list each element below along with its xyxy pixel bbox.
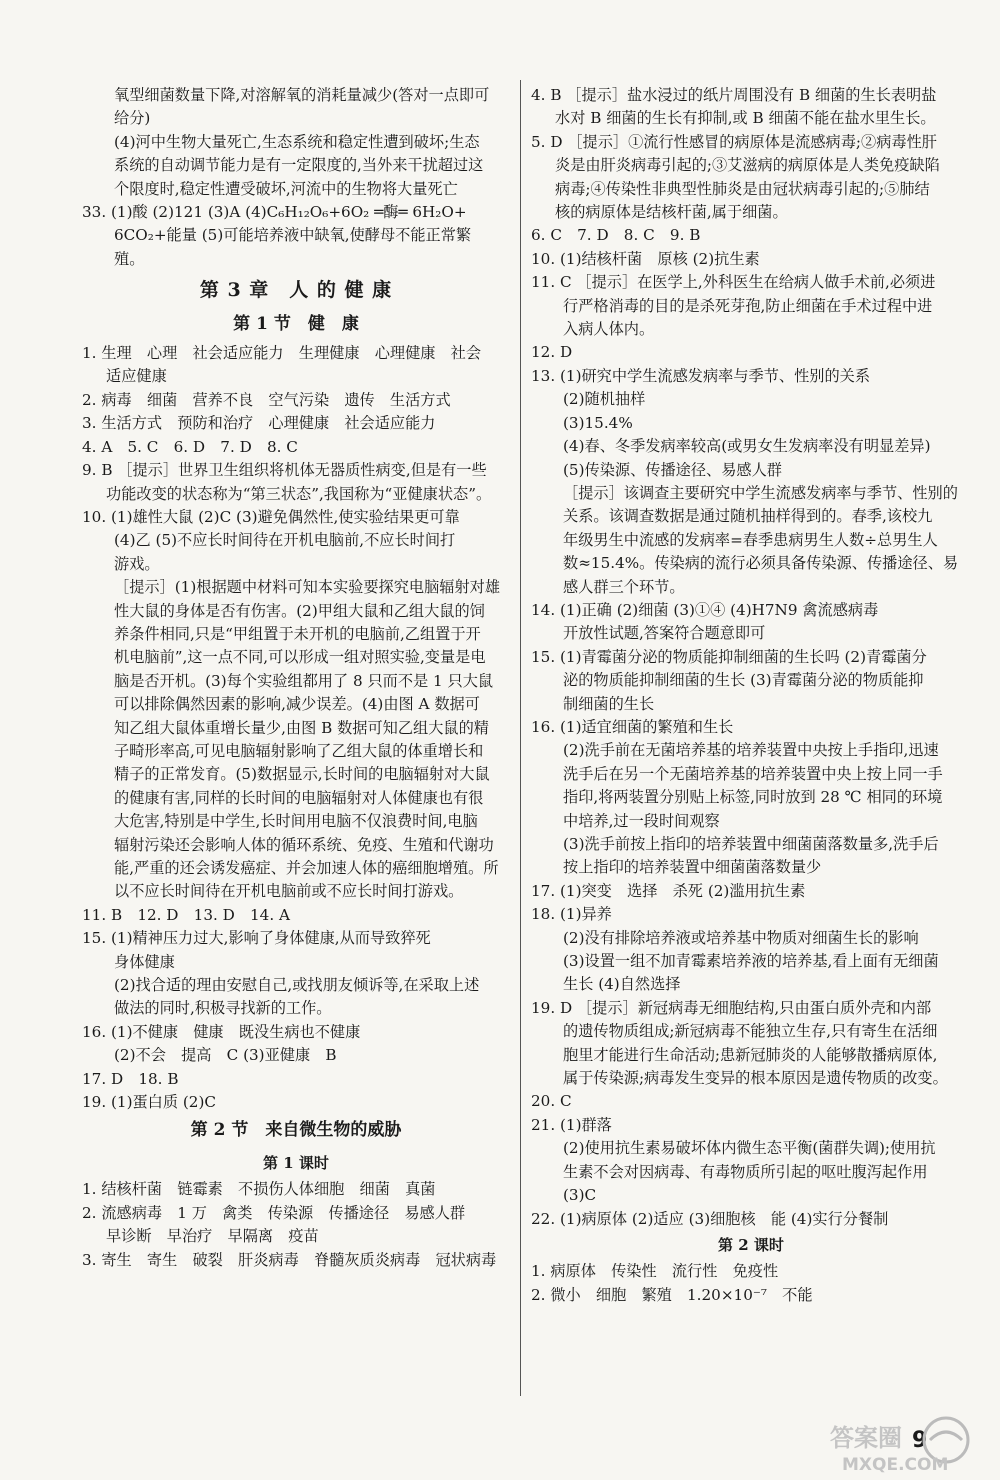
answer-line: 开放性试题,答案符合题意即可 [563,624,766,643]
answer-line: 水对 B 细菌的生长有抑制,或 B 细菌不能在盐水里生长。 [555,109,936,128]
answer-line: 泌的物质能抑制细菌的生长 (3)青霉菌分泌的物质能抑 [563,671,924,690]
answer-line: 游戏。 [114,554,160,573]
answer-line: (4)乙 (5)不应长时间待在开机电脑前,不应长时间打 [114,531,456,550]
answer-line: (3)洗手前按上指印的培养装置中细菌菌落数量多,洗手后 [563,835,939,853]
answer-line: 6CO₂+能量 (5)可能培养液中缺氧,使酵母不能正常繁 [114,226,472,245]
answer-line: 可以排除偶然因素的影响,减少误差。(4)由图 A 数据可 [114,695,480,714]
answer-line: 洗手后在另一个无菌培养基的培养装置中央上按上同一手 [563,764,943,783]
answer-line: 的健康有害,同样的长时间的电脑辐射对人体健康也有很 [114,788,484,807]
answer-line: 做法的同时,积极寻找新的工作。 [114,999,332,1018]
answer-line: 脑是否开机。(3)每个实验组都用了 8 只而不是 1 只大鼠 [114,671,494,690]
answer-line: 2. 微小 细胞 繁殖 1.20×10⁻⁷ 不能 [531,1285,813,1304]
answer-line: 17. D 18. B [82,1069,179,1088]
answer-line: (2)随机抽样 [563,390,646,409]
answer-line: 病毒;④传染性非典型性肺炎是由冠状病毒引起的;⑤肺结 [555,179,930,198]
answer-line: 按上指印的培养装置中细菌菌落数量少 [563,858,822,877]
answer-line: 子畸形率高,可见电脑辐射影响了乙组大鼠的体重增长和 [114,741,484,760]
answer-line: 指印,将两装置分别贴上标签,同时放到 28 ℃ 相同的环境 [563,788,943,807]
answer-line: 中培养,过一段时间观察 [563,811,720,830]
answer-line: 身体健康 [114,952,175,971]
answer-line: 性大鼠的身体是否有伤害。(2)甲组大鼠和乙组大鼠的饲 [114,601,485,620]
svg-text:MXQE.COM: MXQE.COM [842,1455,949,1475]
answer-line: 炎是由肝炎病毒引起的;③艾滋病的病原体是人类免疫缺陷 [555,156,940,175]
answer-line: ［提示］(1)根据题中材料可知本实验要探究电脑辐射对雄 [114,578,501,597]
section-heading: 第 1 节 健 康 [233,313,359,334]
answer-line: 功能改变的状态称为“第三状态”,我国称为“亚健康状态”。 [106,484,492,503]
answer-line: 12. D [531,343,573,362]
answer-line: 14. (1)正确 (2)细菌 (3)①④ (4)H7N9 禽流感病毒 [531,600,879,619]
answer-line: 1. 结核杆菌 链霉素 不损伤人体细胞 细菌 真菌 [82,1180,436,1199]
answer-line: 16. (1)不健康 健康 既没生病也不健康 [82,1022,361,1041]
watermark-logo [826,1416,988,1476]
answer-line: (2)使用抗生素易破坏体内微生态平衡(菌群失调);使用抗 [563,1139,936,1158]
answer-line: 1. 病原体 传染性 流行性 免疫性 [531,1262,779,1281]
answer-line: 年级男生中流感的发病率=春季患病男生人数÷总男生人 [563,530,938,549]
answer-line: 核的病原体是结核杆菌,属于细菌。 [555,203,788,222]
answer-line: 15. (1)精神压力过大,影响了身体健康,从而导致猝死 [82,929,431,948]
answer-line: 大危害,特别是中学生,长时间用电脑不仅浪费时间,电脑 [114,812,478,831]
answer-line: 入病人体内。 [563,320,655,339]
answer-line: (3)设置一组不加青霉素培养液的培养基,看上面有无细菌 [563,952,939,971]
answer-line: 数≈15.4%。传染病的流行必须具备传染源、传播途径、易 [563,554,959,573]
left-column [82,84,510,1272]
answer-line: 给分) [114,109,151,128]
answer-line: 行严格消毒的目的是杀死芽孢,防止细菌在手术过程中进 [563,296,933,315]
answer-line: 系统的自动调节能力是有一定限度的,当外来干扰超过这 [114,156,484,175]
answer-line: 能,严重的还会诱发癌症、并会加速人体的癌细胞增殖。所 [114,859,499,877]
answer-line: 属于传染源;病毒发生变异的根本原因是遗传物质的改变。 [563,1069,948,1088]
answer-line: 的遗传物质组成;新冠病毒不能独立生存,只有寄生在活细 [563,1022,938,1041]
answer-line: 2. 病毒 细菌 营养不良 空气污染 遗传 生活方式 [82,390,451,409]
answer-line: ［提示］该调查主要研究中学生流感发病率与季节、性别的 [563,483,958,502]
lesson-heading: 第 2 课时 [718,1235,784,1254]
answer-line: (3)C [563,1186,597,1205]
section-heading: 第 2 节 来自微生物的威胁 [190,1120,402,1141]
answer-line: 感人群三个环节。 [563,577,685,596]
answer-line: 4. A 5. C 6. D 7. D 8. C [82,437,298,456]
page-number: 9 [912,1428,928,1453]
answer-line: 关系。该调查数据是通过随机抽样得到的。春季,该校九 [563,507,933,526]
answer-line: 精子的正常发育。(5)数据显示,长时间的电脑辐射对大鼠 [114,765,490,784]
answer-line: 33. (1)酸 (2)121 (3)A (4)C₆H₁₂O₆+6O₂ ═酶═ 6H₂O+ [82,203,467,222]
answer-line: 个限度时,稳定性遭受破坏,河流中的生物将大量死亡 [114,179,458,198]
answer-line: 21. (1)群落 [531,1115,612,1134]
answer-line: 19. D ［提示］新冠病毒无细胞结构,只由蛋白质外壳和内部 [531,998,932,1017]
answer-line: 1. 生理 心理 社会适应能力 生理健康 心理健康 社会 [82,344,482,363]
answer-line: (2)洗手前在无菌培养基的培养装置中央按上手指印,迅速 [563,741,939,760]
answer-line: 制细菌的生长 [563,694,655,713]
answer-line: 5. D ［提示］①流行性感冒的病原体是流感病毒;②病毒性肝 [531,132,937,151]
answer-line: (3)15.4% [563,413,633,432]
column-divider [520,80,521,1396]
answer-line: 生素不会对因病毒、有毒物质所引起的呕吐腹泻起作用 [563,1162,928,1181]
answer-line: 11. C ［提示］在医学上,外科医生在给病人做手术前,必须进 [531,273,936,292]
answer-line: (2)不会 提高 C (3)亚健康 B [114,1046,337,1065]
answer-line: 4. B ［提示］盐水浸过的纸片周围没有 B 细菌的生长表明盐 [531,86,937,104]
answer-line: 18. (1)异养 [531,905,612,924]
answer-line: 6. C 7. D 8. C 9. B [531,226,701,245]
answer-line: 3. 生活方式 预防和治疗 心理健康 社会适应能力 [82,414,436,433]
answer-line: (5)传染源、传播途径、易感人群 [563,460,782,479]
svg-text:答案圈: 答案圈 [830,1424,902,1452]
answer-line: 3. 寄生 寄生 破裂 肝炎病毒 脊髓灰质炎病毒 冠状病毒 [82,1250,497,1269]
answer-line: 胞里才能进行生命活动;患新冠肺炎的人能够散播病原体, [563,1045,938,1064]
answer-line: 殖。 [114,249,145,268]
answer-line: 养条件相同,只是“甲组置于未开机的电脑前,乙组置于开 [114,624,481,643]
answer-line: 13. (1)研究中学生流感发病率与季节、性别的关系 [531,366,871,385]
answer-line: 适应健康 [106,367,167,386]
answer-line: 以不应长时间待在开机电脑前或不应长时间打游戏。 [114,882,464,901]
answer-line: 生长 (4)自然选择 [563,975,681,994]
answer-line: 17. (1)突变 选择 杀死 (2)滥用抗生素 [531,881,806,900]
answer-line: 10. (1)结核杆菌 原核 (2)抗生素 [531,249,760,268]
answer-line: (4)春、冬季发病率较高(或男女生发病率没有明显差异) [563,437,931,456]
answer-line: 22. (1)病原体 (2)适应 (3)细胞核 能 (4)实行分餐制 [531,1209,889,1228]
answer-line: (4)河中生物大量死亡,生态系统和稳定性遭到破坏;生态 [114,132,480,151]
answer-line: 早诊断 早治疗 早隔离 疫苗 [106,1227,319,1246]
answer-line: 氧型细菌数量下降,对溶解氧的消耗量减少(答对一点即可 [114,86,490,104]
answer-line: 11. B 12. D 13. D 14. A [82,905,290,924]
answer-line: 15. (1)青霉菌分泌的物质能抑制细菌的生长吗 (2)青霉菌分 [531,647,927,666]
lesson-heading: 第 1 课时 [263,1153,329,1172]
right-column [531,84,971,1307]
answer-line: 19. (1)蛋白质 (2)C [82,1093,217,1112]
answer-line: (2)没有排除培养液或培养基中物质对细菌生长的影响 [563,928,919,947]
answer-line: 机电脑前”,这一点不同,可以形成一组对照实验,变量是电 [114,648,486,667]
answer-line: 9. B ［提示］世界卫生组织将机体无器质性病变,但是有一些 [82,461,487,480]
answer-line: 知乙组大鼠体重增长量少,由图 B 数据可知乙组大鼠的精 [114,718,489,737]
answer-line: 2. 流感病毒 1 万 禽类 传染源 传播途径 易感人群 [82,1203,466,1222]
answer-line: (2)找合适的理由安慰自己,或找朋友倾诉等,在采取上述 [114,976,480,995]
answer-line: 10. (1)雄性大鼠 (2)C (3)避免偶然性,使实验结果更可靠 [82,507,460,526]
answer-line: 16. (1)适宜细菌的繁殖和生长 [531,717,734,736]
answer-line: 20. C [531,1092,572,1111]
chapter-heading: 第 3 章 人 的 健 康 [199,279,393,302]
answer-line: 辐射污染还会影响人体的循环系统、免疫、生殖和代谢功 [114,835,494,854]
